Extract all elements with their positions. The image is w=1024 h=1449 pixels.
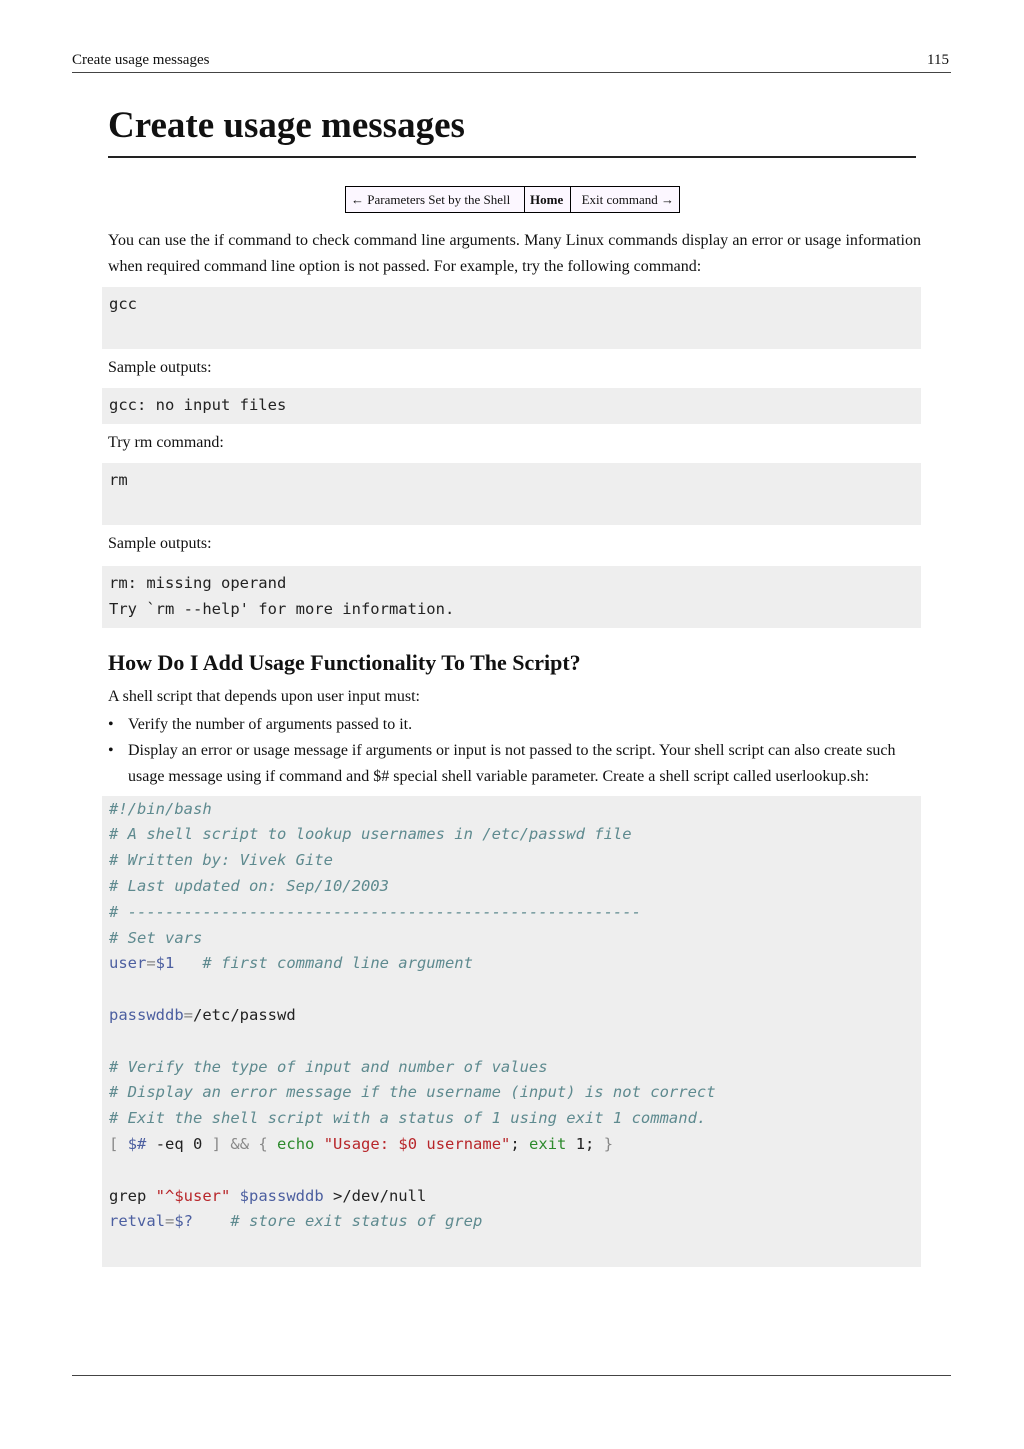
code-bracket: } [603,1134,614,1153]
footer-rule [72,1375,951,1376]
code-comment: # ------------------------------------------------------- [109,902,641,921]
code-string: "Usage: $0 username" [323,1134,511,1153]
code-comment: #!/bin/bash [109,799,212,818]
code-comment: # Verify the type of input and number of values [109,1057,548,1076]
code-comment: # store exit status of grep [230,1212,483,1231]
code-value: $1 [155,954,175,973]
code-comment: # Display an error message if the username (input) is not correct [109,1083,716,1102]
code-comment: # Exit the shell script with a status of 1 using exit 1 command. [109,1109,707,1128]
code-block-rm: rm [102,463,921,525]
code-operator: = [165,1212,175,1231]
code-variable: retval [109,1212,165,1231]
code-operator: && { [221,1134,268,1153]
code-keyword: exit [529,1134,567,1153]
try-rm-label: Try rm command: [108,434,224,451]
code-block-gcc: gcc [102,287,921,349]
section-intro: A shell script that depends upon user input must: [108,687,420,705]
code-comment: # first command line argument [202,954,473,973]
code-variable: $passwddb [230,1186,324,1205]
code-text: 1; [566,1134,604,1153]
code-line: rm: missing operand [109,574,287,592]
code-operator: = [146,954,156,973]
page-title: Create usage messages [108,100,916,158]
requirements-list [108,712,921,790]
code-value: $? [174,1212,194,1231]
code-keyword: echo [277,1134,315,1153]
code-text: -eq 0 [146,1134,212,1153]
code-bracket: [ [109,1134,119,1153]
nav-prev-link[interactable]: ← Parameters Set by the Shell [346,187,525,213]
code-string: "^$user" [155,1186,231,1205]
list-item: • Display an error or usage message if arguments or input is not passed to the script. Your shell script can also create such usage message using if command and $# special shell variable parameter. Create a shell script called userlookup.sh: [128,738,921,790]
navigation-table [345,186,680,213]
code-variable: user [109,954,147,973]
section-heading: How Do I Add Usage Functionality To The Script? [108,649,581,675]
code-variable: $# [127,1134,147,1153]
code-text: ; [510,1134,530,1153]
page-number: 115 [927,52,949,68]
nav-next-link[interactable]: Exit command → [571,187,680,213]
code-variable: passwddb [109,1005,184,1024]
code-block-userlookup-script [102,796,921,1267]
code-block-gcc-output: gcc: no input files [102,388,921,424]
code-comment: # A shell script to lookup usernames in /etc/passwd file [109,825,632,844]
intro-paragraph: You can use the if command to check command line arguments. Many Linux commands display an error or usage information when required command line option is not passed. For example, try the following command: [108,232,921,275]
sample-outputs-label-2: Sample outputs: [108,535,212,552]
code-text: grep [109,1186,156,1205]
page-content [108,100,921,1267]
nav-home-link[interactable]: Home [525,187,571,213]
running-header-title: Create usage messages [72,52,210,68]
code-operator: = [183,1005,193,1024]
code-line: Try `rm --help' for more information. [109,599,455,618]
code-value: /etc/passwd [193,1005,296,1024]
code-comment: # Last updated on: Sep/10/2003 [109,876,389,895]
code-bracket: ] [211,1134,222,1153]
code-comment: # Set vars [109,928,203,947]
list-item: • Verify the number of arguments passed to it. [128,712,921,738]
code-comment: # Written by: Vivek Gite [109,851,333,870]
sample-outputs-label-1: Sample outputs: [108,359,212,376]
running-header [72,52,951,73]
code-block-rm-output [102,566,921,628]
code-text: >/dev/null [323,1186,427,1205]
